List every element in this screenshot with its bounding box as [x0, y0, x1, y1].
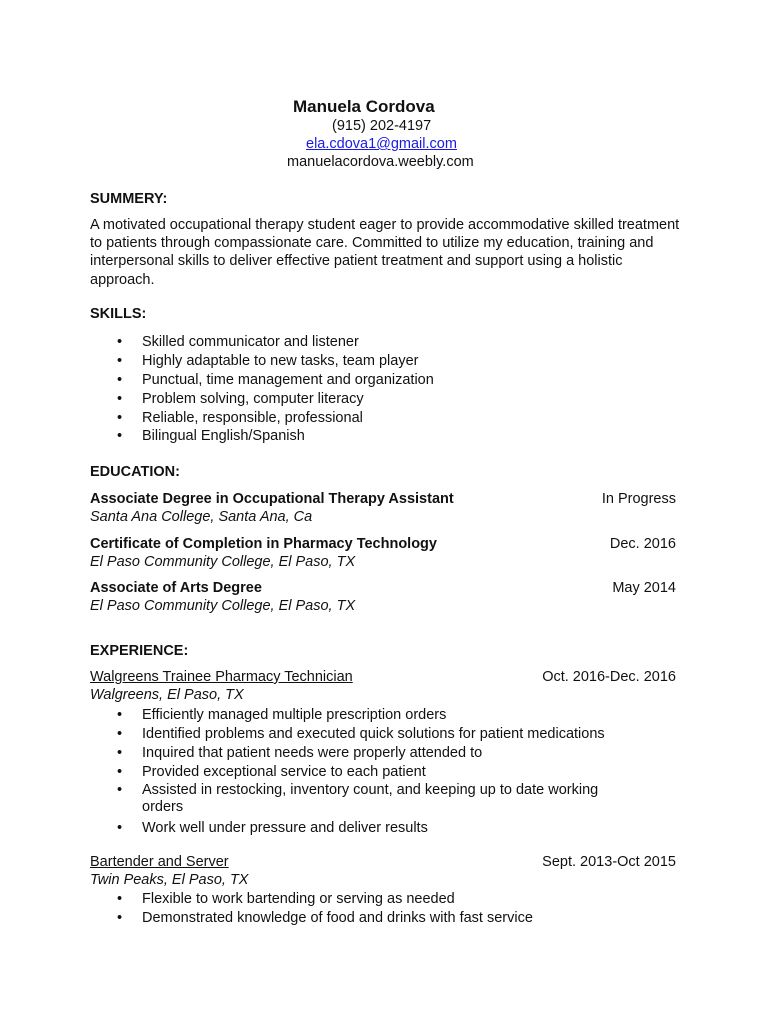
job-dates: Sept. 2013-Oct 2015 — [542, 854, 676, 870]
skill-item: • Reliable, responsible, professional — [90, 409, 434, 428]
employer-name: Twin Peaks, El Paso, TX — [90, 872, 249, 888]
website-url: manuelacordova.weebly.com — [287, 154, 474, 170]
degree-date: Dec. 2016 — [609, 536, 676, 552]
skills-list — [90, 333, 434, 446]
skill-item: • Problem solving, computer literacy — [90, 390, 434, 409]
degree-title: Certificate of Completion in Pharmacy Technology — [90, 536, 437, 552]
summary-text: A motivated occupational therapy student eager to provide accommodative skilled treatment to patients through compassionate care. Committed to utilize my education, training and interpersonal skills to deliver effective patient treatment and support using a holistic approach. — [90, 217, 680, 288]
job-dates: Oct. 2016-Dec. 2016 — [542, 669, 676, 685]
school-name: El Paso Community College, El Paso, TX — [90, 554, 356, 570]
skill-item: • Punctual, time management and organization — [90, 371, 434, 390]
skill-item: • Highly adaptable to new tasks, team player — [90, 352, 434, 371]
experience-heading: EXPERIENCE: — [90, 643, 189, 659]
email-link[interactable]: ela.cdova1@gmail.com — [306, 136, 457, 152]
candidate-name: Manuela Cordova — [293, 97, 435, 116]
job-duty: • Inquired that patient needs were properly attended to — [90, 744, 642, 763]
skills-heading: SKILLS: — [90, 306, 147, 322]
job-duties-list — [90, 706, 642, 837]
job-duty: • Demonstrated knowledge of food and drinks with fast service — [90, 909, 533, 928]
job-title: Walgreens Trainee Pharmacy Technician — [90, 669, 353, 685]
degree-title: Associate Degree in Occupational Therapy Assistant — [90, 491, 454, 507]
job-duty: • Work well under pressure and deliver results — [90, 819, 642, 838]
job-duties-list — [90, 890, 533, 928]
job-duty: • Flexible to work bartending or serving as needed — [90, 890, 533, 909]
job-duty: • Assisted in restocking, inventory count, and keeping up to date working orders — [90, 782, 642, 817]
summary-heading: SUMMERY: — [90, 191, 168, 207]
school-name: El Paso Community College, El Paso, TX — [90, 598, 356, 614]
education-heading: EDUCATION: — [90, 464, 180, 480]
skill-item: • Bilingual English/Spanish — [90, 427, 434, 446]
job-title: Bartender and Server — [90, 854, 229, 870]
job-duty: • Identified problems and executed quick solutions for patient medications — [90, 725, 642, 744]
job-duty: • Efficiently managed multiple prescription orders — [90, 706, 642, 725]
employer-name: Walgreens, El Paso, TX — [90, 687, 244, 703]
job-duty: • Provided exceptional service to each patient — [90, 763, 642, 782]
skill-item: • Skilled communicator and listener — [90, 333, 434, 352]
degree-title: Associate of Arts Degree — [90, 580, 262, 596]
school-name: Santa Ana College, Santa Ana, Ca — [90, 509, 313, 525]
phone-number: (915) 202-4197 — [332, 118, 432, 134]
degree-date: May 2014 — [612, 580, 676, 596]
degree-date: In Progress — [601, 491, 676, 507]
